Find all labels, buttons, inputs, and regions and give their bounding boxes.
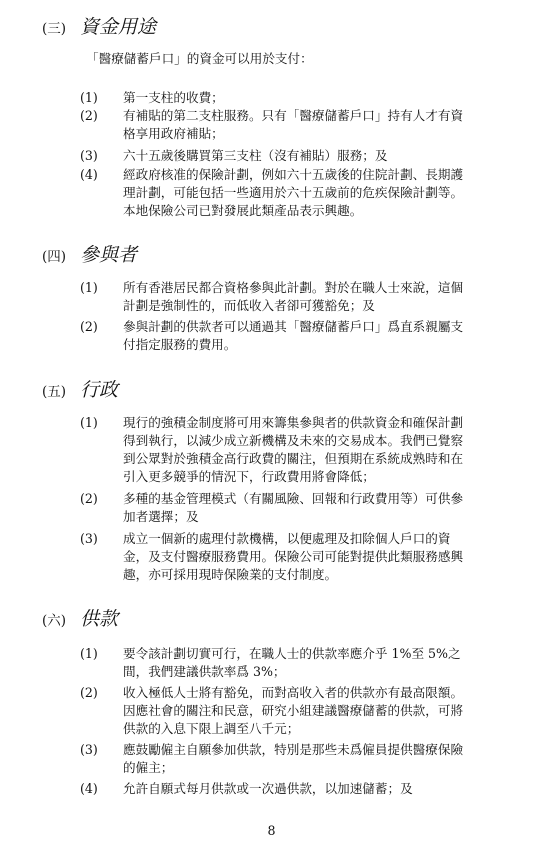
item-line: 趣，亦可採用現時保險業的支付制度。 [123, 567, 338, 582]
item-number: (3) [80, 531, 98, 546]
list-item [80, 107, 520, 143]
item-text [123, 147, 520, 165]
item-number: (1) [80, 280, 98, 295]
item-line: 加者選擇；及 [123, 509, 199, 524]
item-number: (4) [80, 781, 98, 796]
section-title: 參與者 [80, 244, 138, 266]
section-number: (四) [42, 249, 67, 265]
item-text [123, 490, 520, 526]
item-text [123, 741, 520, 777]
item-line: 有補貼的第二支柱服務。只有「醫療儲蓄戶口」持有人才有資 [123, 108, 464, 123]
item-text [123, 780, 520, 798]
list-item [80, 645, 520, 681]
list-item [80, 741, 520, 777]
item-line: 格享用政府補貼； [123, 126, 224, 141]
list-item [80, 780, 520, 798]
section-number: (三) [42, 21, 67, 37]
list-item [80, 89, 520, 107]
item-text [123, 530, 520, 584]
item-text [123, 318, 520, 354]
item-number: (4) [80, 167, 98, 182]
item-number: (2) [80, 685, 98, 700]
list-item [80, 684, 520, 738]
list-item [80, 147, 520, 165]
section-title: 資金用途 [80, 16, 157, 38]
item-number: (2) [80, 108, 98, 123]
item-line: 金，及支付醫療服務費用。保險公司可能對提供此類服務感興 [123, 549, 464, 564]
list-item [80, 490, 520, 526]
item-number: (1) [80, 415, 98, 430]
item-line: 經政府核准的保險計劃，例如六十五歲後的住院計劃、長期護 [123, 167, 464, 182]
item-line: 成立一個新的處理付款機構，以便處理及扣除個人戶口的資 [123, 531, 451, 546]
section-title: 行政 [80, 379, 119, 401]
item-text [123, 107, 520, 143]
item-line: 本地保險公司已對發展此類產品表示興趣。 [123, 203, 363, 218]
item-text [123, 645, 520, 681]
item-line: 因應社會的關注和民意，研究小組建議醫療儲蓄的供款，可將 [123, 703, 464, 718]
item-line: 的僱主； [123, 760, 174, 775]
item-number: (2) [80, 491, 98, 506]
section-heading-funds-usage [42, 12, 156, 39]
item-line: 現行的強積金制度將可用來籌集參與者的供款資金和確保計劃 [123, 415, 464, 430]
item-line: 付指定服務的費用。 [123, 337, 237, 352]
list-item [80, 530, 520, 584]
item-line: 第一支柱的收費； [123, 90, 224, 105]
item-number: (1) [80, 90, 98, 105]
item-number: (1) [80, 646, 98, 661]
list-item [80, 166, 520, 220]
item-line: 計劃是強制性的，而低收入者卻可獲豁免；及 [123, 298, 375, 313]
item-text [123, 414, 520, 486]
item-number: (3) [80, 742, 98, 757]
section-number: (五) [42, 384, 67, 400]
item-number: (2) [80, 319, 98, 334]
item-line: 引入更多競爭的情況下，行政費用將會降低； [123, 469, 375, 484]
item-line: 供款的入息下限上調至八千元； [123, 721, 300, 736]
item-text [123, 279, 520, 315]
item-line: 間，我們建議供款率爲 3%； [123, 664, 286, 679]
list-item [80, 279, 520, 315]
item-line: 要令該計劃切實可行，在職人士的供款率應介乎 1%至 5%之 [123, 646, 461, 661]
item-line: 六十五歲後購買第三支柱（沒有補貼）服務；及 [123, 148, 388, 163]
item-line: 理計劃，可能包括一些適用於六十五歲前的危疾保險計劃等。 [123, 185, 464, 200]
item-line: 應鼓勵僱主自願參加供款，特別是那些未爲僱員提供醫療保險 [123, 742, 464, 757]
section-number: (六) [42, 613, 67, 629]
item-line: 多種的基金管理模式（有關風險、回報和行政費用等）可供參 [123, 491, 464, 506]
section-title: 供款 [80, 608, 119, 630]
section-heading-participants [42, 240, 137, 267]
page-number: 8 [267, 823, 276, 838]
item-line: 到公眾對於強積金高行政費的關注，但預期在系統成熟時和在 [123, 451, 464, 466]
item-line: 參與計劃的供款者可以通過其「醫療儲蓄戶口」爲直系親屬支 [123, 319, 464, 334]
section-heading-administration [42, 375, 118, 402]
section-heading-contributions [42, 604, 118, 631]
item-line: 所有香港居民都合資格參與此計劃。對於在職人士來說，這個 [123, 280, 464, 295]
item-line: 得到執行，以減少成立新機構及未來的交易成本。我們已覺察 [123, 433, 464, 448]
item-text [123, 89, 520, 107]
item-text [123, 684, 520, 738]
item-line: 允許自願式每月供款或一次過供款，以加速儲蓄；及 [123, 781, 413, 796]
list-item [80, 318, 520, 354]
item-number: (3) [80, 148, 98, 163]
item-text [123, 166, 520, 220]
item-line: 收入極低人士將有豁免，而對高收入者的供款亦有最高限額。 [123, 685, 464, 700]
list-item [80, 414, 520, 486]
section-intro: 「醫療儲蓄戶口」的資金可以用於支付： [86, 51, 313, 66]
